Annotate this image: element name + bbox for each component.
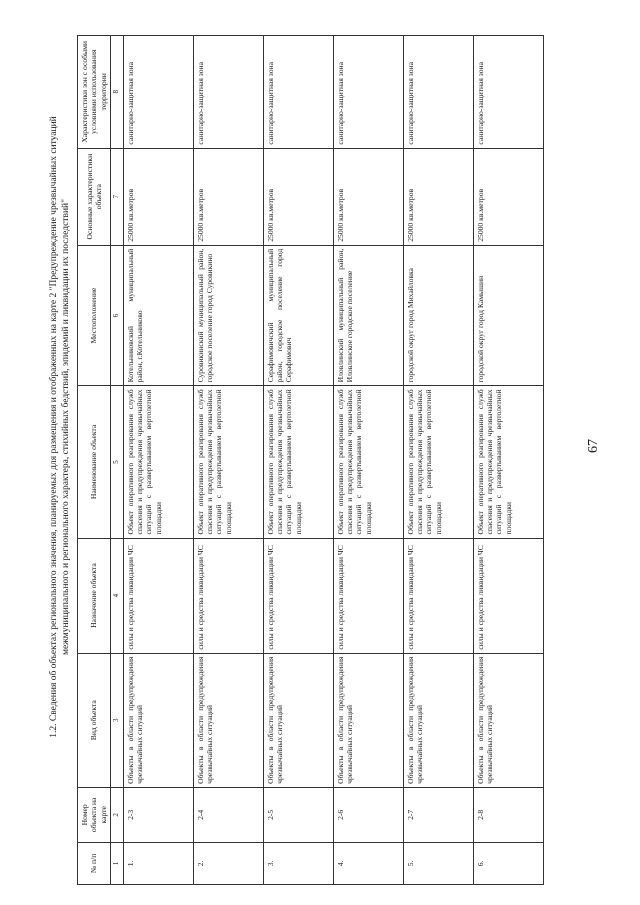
object-purpose: силы и средства ликвидации ЧС [473, 538, 543, 653]
object-location: городской округ город Камышин [473, 245, 543, 386]
table-row [193, 36, 263, 885]
object-purpose: силы и средства ликвидации ЧС [263, 538, 333, 653]
object-name: Объект оперативного реагирования служб спасения и предупреждения чрезвычайных ситуаций с развертыванием вертолетной площадки [473, 386, 543, 538]
row-index: 1. [123, 842, 193, 884]
object-location: Иловлинский муниципальный район, Иловлинское городское поселение [333, 245, 403, 386]
zone-characteristics: санитарно-защитная зона [473, 36, 543, 149]
object-name: Объект оперативного реагирования служб спасения и предупреждения чрезвычайных ситуаций с развертыванием вертолетной площадки [403, 386, 473, 538]
column-number: 2 [111, 787, 123, 842]
column-number: 3 [111, 653, 123, 787]
header-cell: Вид объекта [78, 653, 111, 787]
header-cell: Характеристики зон с особыми условиями использования территории [78, 36, 111, 149]
object-location: Серафимовичский муниципальный район, городское поселение город Серафимович [263, 245, 333, 386]
column-number: 7 [111, 148, 123, 245]
objects-table [77, 35, 544, 885]
object-purpose: силы и средства ликвидации ЧС [193, 538, 263, 653]
header-cell: Номер объекта на карте [78, 787, 111, 842]
table-row [473, 36, 543, 885]
header-row [78, 36, 111, 885]
row-index: 6. [473, 842, 543, 884]
object-purpose: силы и средства ликвидации ЧС [333, 538, 403, 653]
object-kind: Объекты в области предупреждения чрезвычайных ситуаций [403, 653, 473, 787]
object-characteristics: 25000 кв.метров [193, 148, 263, 245]
object-number: 2-8 [473, 787, 543, 842]
page-number: 67 [586, 439, 601, 453]
row-index: 5. [403, 842, 473, 884]
zone-characteristics: санитарно-защитная зона [403, 36, 473, 149]
column-number: 8 [111, 36, 123, 149]
header-cell: № п/п [78, 842, 111, 884]
object-kind: Объекты в области предупреждения чрезвычайных ситуаций [263, 653, 333, 787]
object-number: 2-4 [193, 787, 263, 842]
object-characteristics: 25000 кв.метров [263, 148, 333, 245]
object-number: 2-6 [333, 787, 403, 842]
object-number: 2-5 [263, 787, 333, 842]
column-number: 6 [111, 245, 123, 386]
object-kind: Объекты в области предупреждения чрезвычайных ситуаций [473, 653, 543, 787]
object-name: Объект оперативного реагирования служб спасения и предупреждения чрезвычайных ситуаций с развертыванием вертолетной площадки [333, 386, 403, 538]
object-number: 2-7 [403, 787, 473, 842]
header-cell: Местоположение [78, 245, 111, 386]
column-number: 1 [111, 842, 123, 884]
object-characteristics: 25000 кв.метров [403, 148, 473, 245]
object-number: 2-3 [123, 787, 193, 842]
column-number-row [111, 36, 123, 885]
table-row [123, 36, 193, 885]
zone-characteristics: санитарно-защитная зона [193, 36, 263, 149]
zone-characteristics: санитарно-защитная зона [123, 36, 193, 149]
row-index: 2. [193, 842, 263, 884]
object-purpose: силы и средства ликвидации ЧС [123, 538, 193, 653]
zone-characteristics: санитарно-защитная зона [263, 36, 333, 149]
object-kind: Объекты в области предупреждения чрезвычайных ситуаций [123, 653, 193, 787]
object-characteristics: 25000 кв.метров [333, 148, 403, 245]
object-name: Объект оперативного реагирования служб спасения и предупреждения чрезвычайных ситуаций с развертыванием вертолетной площадки [193, 386, 263, 538]
table-row [403, 36, 473, 885]
object-kind: Объекты в области предупреждения чрезвычайных ситуаций [333, 653, 403, 787]
object-name: Объект оперативного реагирования служб спасения и предупреждения чрезвычайных ситуаций с развертыванием вертолетной площадки [263, 386, 333, 538]
object-purpose: силы и средства ликвидации ЧС [403, 538, 473, 653]
header-cell: Наименование объекта [78, 386, 111, 538]
zone-characteristics: санитарно-защитная зона [333, 36, 403, 149]
header-cell: Основные характеристики объекта [78, 148, 111, 245]
object-kind: Объекты в области предупреждения чрезвычайных ситуаций [193, 653, 263, 787]
caption-line-2: межмуниципального и регионального характера, стихийных бедствий, эпидемий и ликвидации их последствий" [61, 199, 71, 656]
row-index: 4. [333, 842, 403, 884]
object-location: городской округ город Михайловка [403, 245, 473, 386]
object-name: Объект оперативного реагирования служб спасения и предупреждения чрезвычайных ситуаций с развертыванием вертолетной площадки [123, 386, 193, 538]
object-characteristics: 25000 кв.метров [123, 148, 193, 245]
object-location: Суровикинский муниципальный район, городское поселение город Суровикино [193, 245, 263, 386]
object-characteristics: 25000 кв.метров [473, 148, 543, 245]
table-row [333, 36, 403, 885]
column-number: 4 [111, 538, 123, 653]
row-index: 3. [263, 842, 333, 884]
column-number: 5 [111, 386, 123, 538]
table-row [263, 36, 333, 885]
table-caption [48, 67, 72, 787]
caption-line-1: 1.2. Сведения об объектах регионального значения, планируемых для размещения и отображенных на карте 2 "Предупреждение чрезвычайных ситуаций [49, 116, 59, 738]
object-location: Котельниковский муниципальный район, г.Котельниково [123, 245, 193, 386]
header-cell: Назначение объекта [78, 538, 111, 653]
